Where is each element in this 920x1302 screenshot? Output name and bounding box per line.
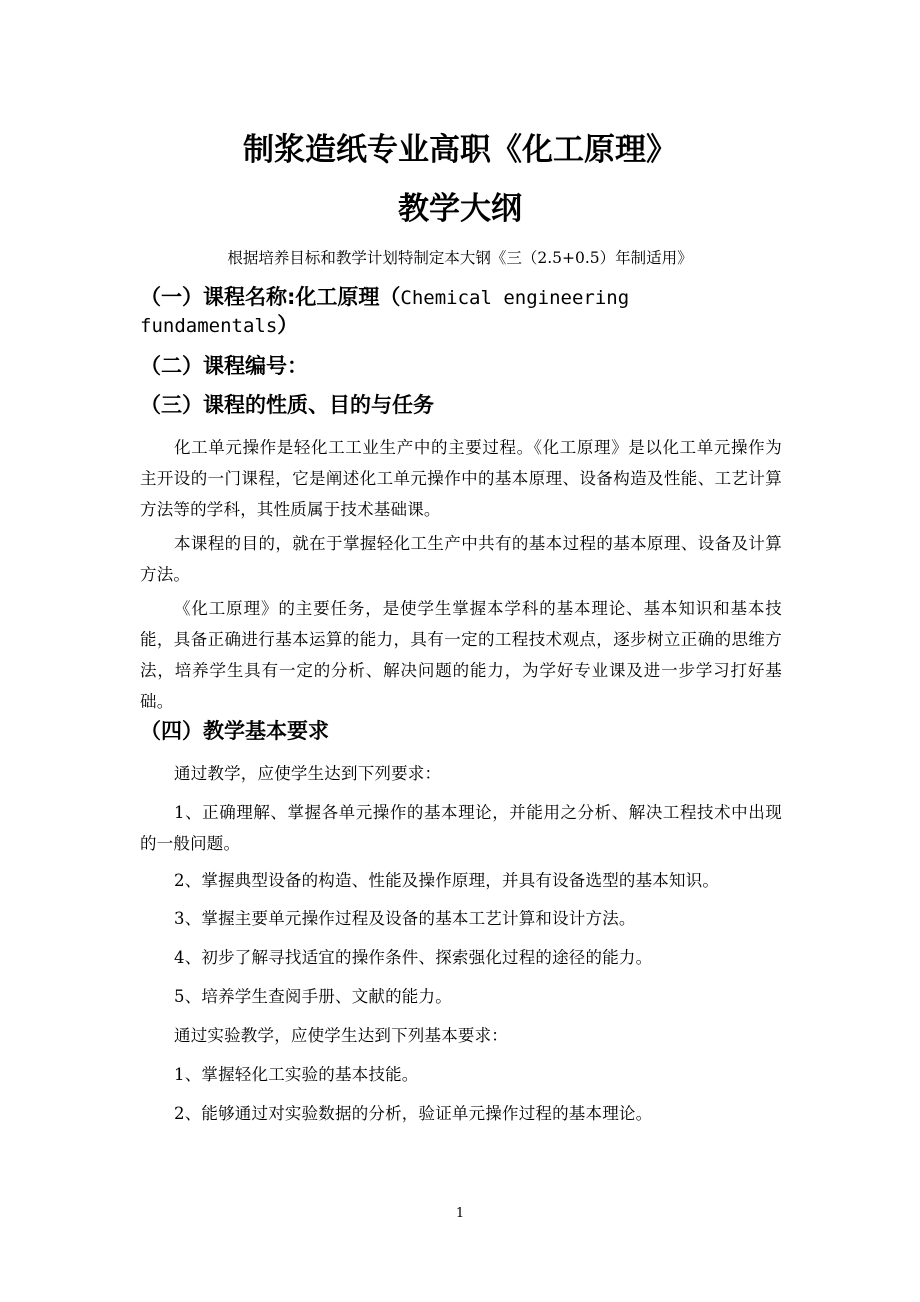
course-name-close: ） bbox=[277, 313, 299, 337]
list-item-requirement-3: 3、掌握主要单元操作过程及设备的基本工艺计算和设计方法。 bbox=[174, 909, 636, 928]
course-name-label: （一）课程名称:化工原理（ bbox=[140, 285, 401, 309]
list-item-lab-1: 1、掌握轻化工实验的基本技能。 bbox=[174, 1065, 419, 1084]
paragraph-nature: 化工单元操作是轻化工工业生产中的主要过程。《化工原理》是以化工单元操作为主开设的一门课程，它是阐述化工单元操作中的基本原理、设备构造及性能、工艺计算方法等的学科，其性质属于技术基础课。 bbox=[140, 438, 782, 519]
list-item-lab-2: 2、能够通过对实验数据的分析，验证单元操作过程的基本理论。 bbox=[174, 1104, 653, 1123]
list-item-requirement-1: 1、正确理解、掌握各单元操作的基本理论，并能用之分析、解决工程技术中出现的一般问题。 bbox=[140, 803, 782, 853]
paragraph-requirements-intro: 通过教学，应使学生达到下列要求： bbox=[174, 764, 442, 783]
paragraph-task: 《化工原理》的主要任务，是使学生掌握本学科的基本理论、基本知识和基本技能，具备正确进行基本运算的能力，具有一定的工程技术观点，逐步树立正确的思维方法，培养学生具有一定的分析、解决问题的能力，为学好专业课及进一步学习打好基础。 bbox=[140, 599, 782, 711]
course-name-english: Chemical engineering fundamentals bbox=[140, 287, 630, 337]
section-heading-course-code: （二）课程编号： bbox=[140, 354, 308, 378]
paragraph-lab-intro: 通过实验教学，应使学生达到下列基本要求： bbox=[174, 1026, 508, 1045]
document-subtitle: 根据培养目标和教学计划特制定本大钢《三（2.5+0.5）年制适用》 bbox=[227, 249, 693, 267]
list-item-requirement-4: 4、初步了解寻找适宜的操作条件、探索强化过程的途径的能力。 bbox=[174, 948, 653, 967]
document-title: 制浆造纸专业高职《化工原理》 bbox=[243, 132, 677, 168]
list-item-requirement-2: 2、掌握典型设备的构造、性能及操作原理，并具有设备选型的基本知识。 bbox=[174, 871, 720, 890]
list-item-requirement-5: 5、培养学生查阅手册、文献的能力。 bbox=[174, 987, 452, 1006]
section-heading-requirements: （四）教学基本要求 bbox=[140, 719, 329, 743]
section-heading-course-name bbox=[140, 284, 790, 340]
document-title-line2: 教学大纲 bbox=[398, 191, 522, 227]
paragraph-purpose: 本课程的目的，就在于掌握轻化工生产中共有的基本过程的基本原理、设备及计算方法。 bbox=[140, 534, 782, 584]
section-heading-nature: （三）课程的性质、目的与任务 bbox=[140, 393, 434, 417]
page-number: 1 bbox=[455, 1206, 465, 1221]
